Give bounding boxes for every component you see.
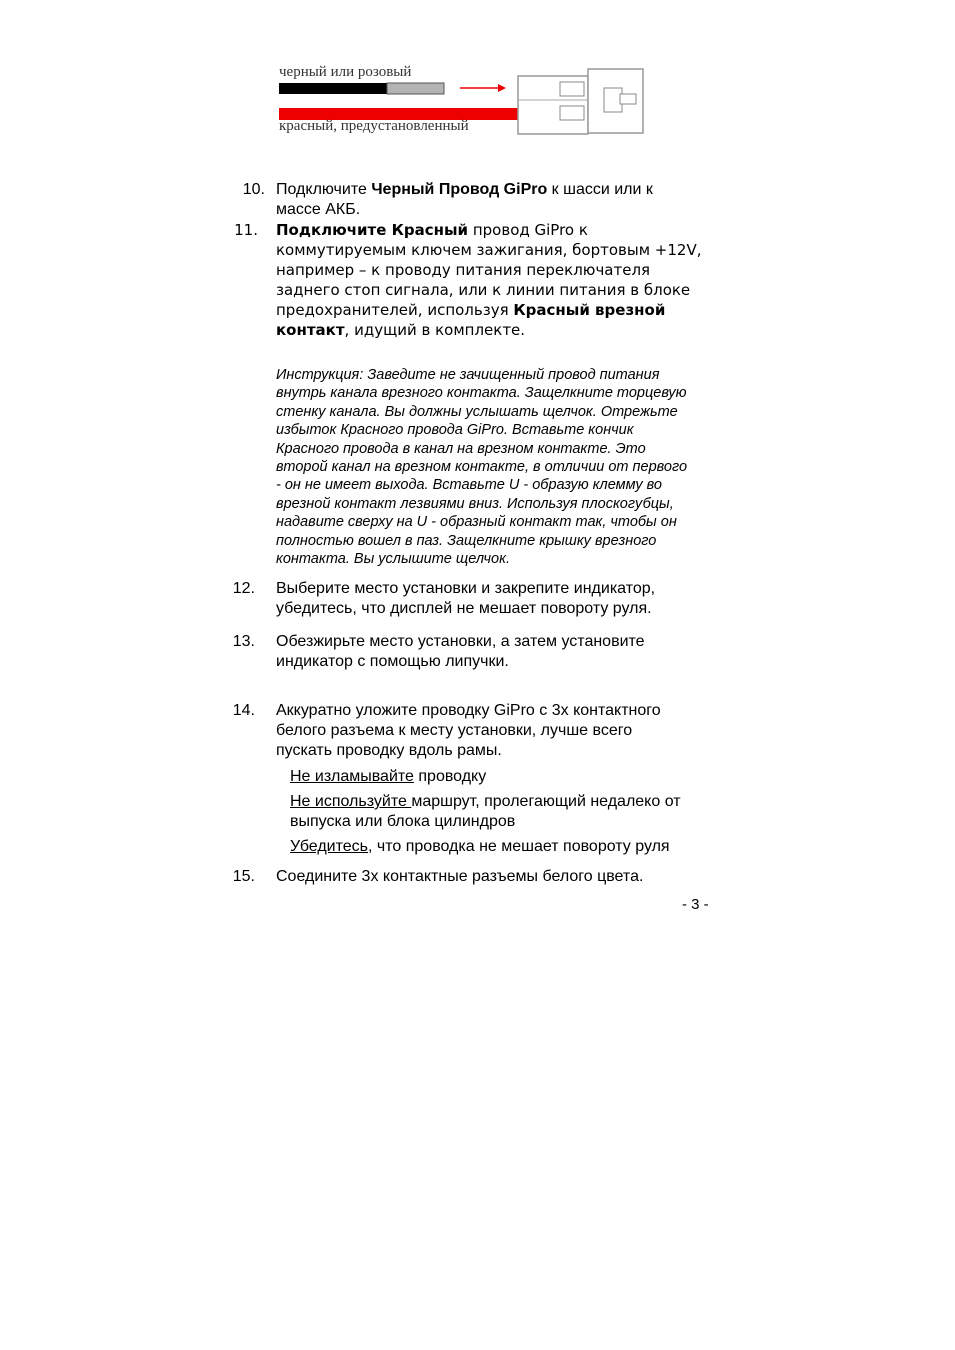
item-line: Обезжирьте место установки, а затем установите [276,633,645,650]
black-wire [279,83,389,94]
wire-label-red: красный, предустановленный [279,118,469,134]
item-line: предохранителей, используя Красный врезной [276,301,666,319]
item-line: Выберите место установки и закрепите индикатор, [276,580,656,597]
item-line: коммутируемым ключем зажигания, бортовым +12V, [276,241,702,259]
item-number: 14. [232,702,255,719]
page-number: - 3 - [682,896,709,913]
item-number: 10. [242,181,265,198]
item-line: Аккуратно уложите проводку GiPro с 3х контактного [276,702,661,719]
wire-label-black: черный или розовый [279,64,412,80]
item-line: пускать проводку вдоль рамы. [276,742,502,759]
item-line: Подключите Черный Провод GiPro к шасси или к [276,181,653,198]
sub-item-check: Убедитесь, что проводка не мешает повороту руля [290,838,670,855]
item-line: Подключите Красный провод GiPro к [276,221,588,239]
item-number: 15. [232,868,255,885]
item-number: 11. [234,221,258,239]
item-line: массе АКБ. [276,201,361,218]
item-line: например – к проводу питания переключателя [276,261,651,279]
item-line: Соедините 3х контактные разъемы белого цвета. [276,868,644,885]
item-number: 12. [232,580,255,597]
sub-item-route: Не используйте маршрут, пролегающий недалеко от выпуска или блока цилиндров [290,793,681,830]
item-line: белого разъема к месту установки, лучше всего [276,722,633,739]
item-line: контакт, идущий в комплекте. [276,321,526,339]
item-line: убедитесь, что дисплей не мешает повороту руля. [276,600,652,617]
sub-item-no-bending: Не изламывайте проводку [290,768,487,785]
item-number: 13. [232,633,255,650]
wire-tip [387,83,444,94]
item-line: заднего стоп сигнала, или к линии питания в блоке [276,281,691,299]
wiring-diagram [270,60,660,145]
item-line: индикатор с помощью липучки. [276,653,509,670]
instruction-text: Инструкция: Заведите не зачищенный провод питания внутрь канала врезного контакта. Защелкните торцевую стенку канала. Вы должны услышать щелчок. Отрежьте избыток Красного провода GiPro. Вставьте кончик Красного провода в канал на врезном контакте. Это второй канал на врезном контакте, в отличии от первого - он не имеет выхода. Вставьте U - образую клемму во врезной контакт лезвиями вниз. Используя плоскогубцы, надавите сверху на U - образный контакт так, чтобы он полностью вошел в паз. Защелкните крышку врезного контакта. Вы услышите щелчок. [276,367,688,568]
